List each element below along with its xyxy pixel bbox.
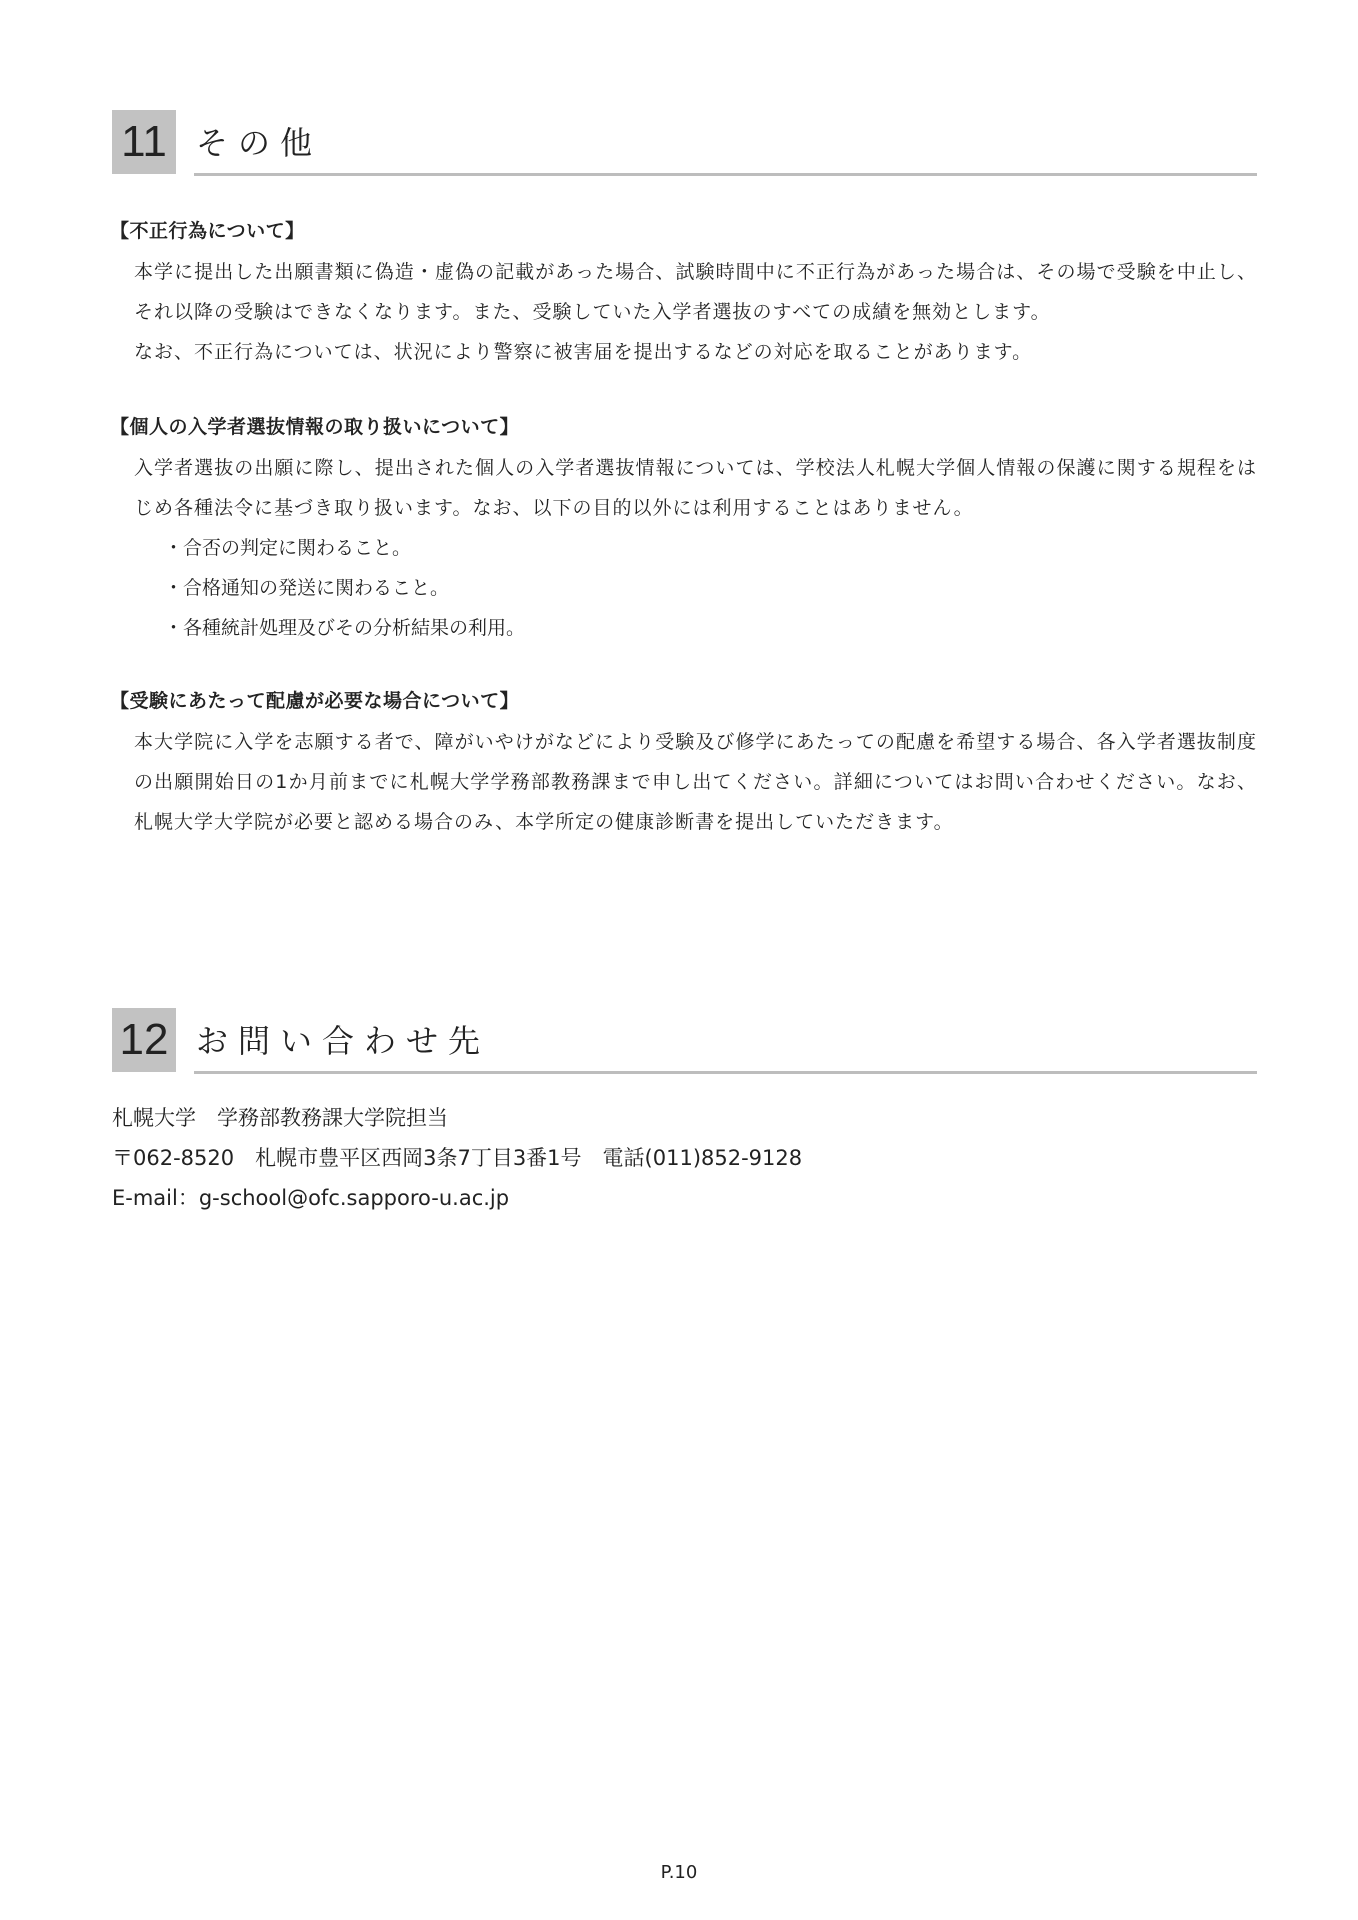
fraud-heading: 【不正行為について】	[110, 220, 305, 242]
section-divider	[194, 1071, 1257, 1074]
section-divider	[194, 173, 1257, 176]
privacy-paragraph	[134, 448, 1257, 528]
list-item: ・合格通知の発送に関わること。	[164, 577, 450, 599]
contact-email: E-mail：g-school@ofc.sapporo-u.ac.jp	[112, 1186, 510, 1210]
section-title: その他	[196, 124, 323, 162]
list-item: ・各種統計処理及びその分析結果の利用。	[164, 617, 526, 639]
fraud-block	[112, 216, 1257, 372]
privacy-purpose-list	[164, 528, 1257, 648]
section-number: 12	[112, 1008, 176, 1072]
section-12-header	[112, 1008, 1257, 1074]
care-heading: 【受験にあたって配慮が必要な場合について】	[110, 690, 520, 712]
fraud-text-1: 本学に提出した出願書類に偽造・虚偽の記載があった場合、試験時間中に不正行為があった場合は、その場で受験を中止し、それ以降の受験はできなくなります。また、受験していた入学者選抜のすべての成績を無効とします。	[134, 261, 1257, 323]
contact-org: 札幌大学 学務部教務課大学院担当	[112, 1106, 448, 1130]
care-text: 本大学院に入学を志願する者で、障がいやけがなどにより受験及び修学にあたっての配慮を希望する場合、各入学者選抜制度の出願開始日の1か月前までに札幌大学学務部教務課まで申し出てください。詳細についてはお問い合わせください。なお、札幌大学大学院が必要と認める場合のみ、本学所定の健康診断書を提出していただきます。	[134, 731, 1257, 833]
contact-info	[112, 1098, 802, 1218]
section-11-header	[112, 110, 1257, 176]
fraud-text-2: なお、不正行為については、状況により警察に被害届を提出するなどの対応を取ることがあります。	[134, 341, 1033, 363]
fraud-paragraph	[134, 252, 1257, 372]
list-item: ・合否の判定に関わること。	[164, 537, 412, 559]
care-paragraph	[134, 722, 1257, 842]
privacy-text: 入学者選抜の出願に際し、提出された個人の入学者選抜情報については、学校法人札幌大学個人情報の保護に関する規程をはじめ各種法令に基づき取り扱います。なお、以下の目的以外には利用することはありません。	[134, 457, 1257, 519]
contact-address: 〒062-8520 札幌市豊平区西岡3条7丁目3番1号 電話(011)852-9128	[112, 1146, 803, 1170]
page-number: P.10	[660, 1862, 698, 1883]
section-number: 11	[112, 110, 176, 174]
privacy-block	[112, 412, 1257, 648]
privacy-heading: 【個人の入学者選抜情報の取り扱いについて】	[110, 416, 520, 438]
care-block	[112, 686, 1257, 842]
section-title: お問い合わせ先	[196, 1022, 491, 1060]
